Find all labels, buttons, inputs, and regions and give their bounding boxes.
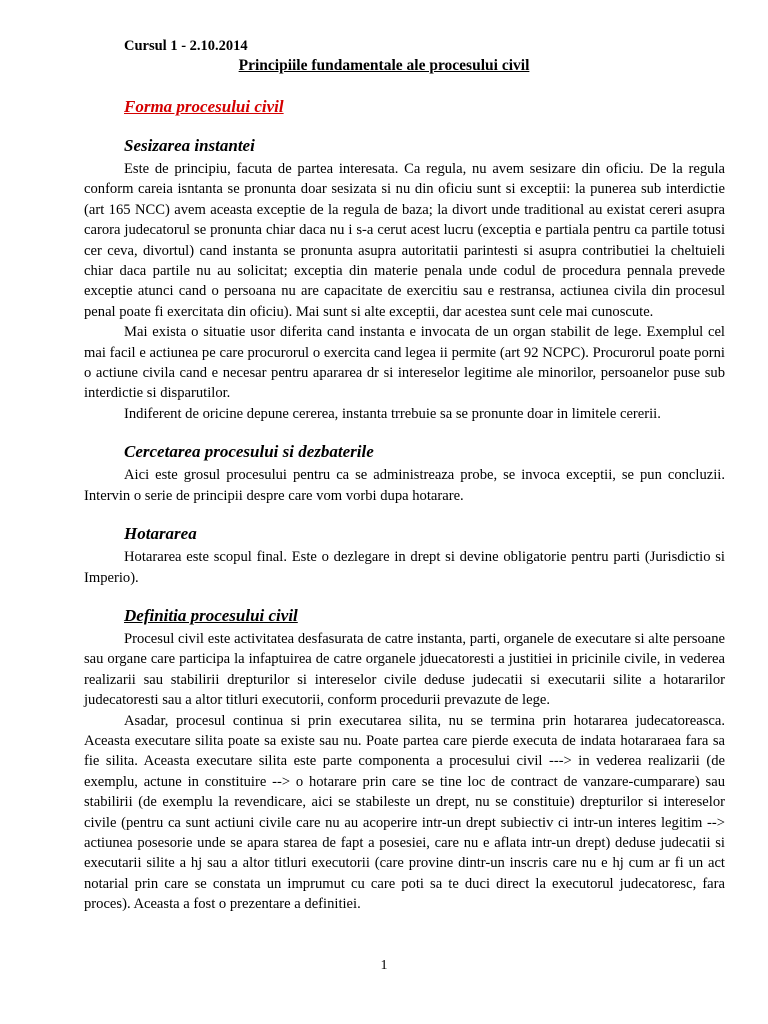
subheading-definitia: Definitia procesului civil [124, 605, 298, 625]
course-label: Cursul 1 - 2.10.2014 [124, 38, 248, 54]
subheading-sesizarea: Sesizarea instantei [124, 136, 255, 155]
subheading-cercetarea: Cercetarea procesului si dezbaterile [124, 442, 374, 462]
paragraph: Aici este grosul procesului pentru ca se administreaza probe, se invoca exceptii, se pun concluzii. Intervin o serie de principii despre care vom vorbi dupa hotarare. [84, 467, 725, 504]
paragraph: Hotararea este scopul final. Este o dezlegare in drept si devine obligatorie pentru parti (Jurisdictio si Imperio). [84, 549, 725, 586]
page-number: 1 [380, 958, 388, 973]
page-title: Principiile fundamentale ale procesului civil [238, 57, 530, 74]
subheading-hotararea: Hotararea [124, 524, 197, 544]
paragraph: Mai exista o situatie usor diferita cand instanta e invocata de un organ stabilit de lege. Exemplul cel mai facil e actiunea pe care procurorul o exercita cand legea ii permite (art 92 NCPC). Procurorul poate porni o actiune civila cand e necesar pentru apararea dr si intereselor legitime ale minorilor, persoanelor puse sub interdictie si disparutilor. [84, 324, 725, 402]
paragraph: Este de principiu, facuta de partea interesata. Ca regula, nu avem sesizare din oficiu. De la regula conform careia isntanta se pronunta doar sesizata si nu din oficiu sunt si exceptii: la punerea sub interdictie (art 165 NCC) avem aceasta exceptie de la regula de baza; la divort unde traditional au existat cereri asupra carora judecatorul se pronunta chiar daca nu i s-a cerut acest lucru (exceptia e partiala pentru ca partile totusi cer ceva, divortul) cand instanta se pronunta asupra autoritatii parintesti si asupra contributiei la cheltuieli chiar daca partile nu au solicitat; exceptia din materie penala unde codul de procedura pennala prevede exceptie atunci cand o persoana nu are capacitate de exercitiu sau e restransa, actiunea civila din procesul penal poate fi exercitata din oficiu). Mai sunt si alte exceptii, dar acestea sunt cele mai cunoscute. [84, 161, 725, 320]
section-heading-forma: Forma procesului civil [124, 97, 284, 116]
paragraph: Procesul civil este activitatea desfasurata de catre instanta, parti, organele de executare si alte persoane sau organe care participa la infaptuirea de catre organele jduecatoresti a justitiei in pricinile civile, in vederea realizarii sau stabilirii drepturilor si intereselor civile deduse judecatii si executarii silite a hotararilor judecatoresti sau a altor titluri executorii, conform procedurii prevazute de lege. [84, 630, 725, 709]
paragraph: Indiferent de oricine depune cererea, instanta trrebuie sa se pronunte doar in limitele cererii. [124, 405, 661, 422]
document-body [84, 96, 725, 915]
paragraph: Asadar, procesul continua si prin executarea silita, nu se termina prin hotararea judecatoreasca. Aceasta executare silita poate sa existe sau nu. Poate partea care pierde executa de indata hotararaea fara sa fie silita. Aceasta executare silita este parte componenta a procesului civil ---> in vederea realizarii (de exemplu, actune in constituire --> o hotarare prin care se tine loc de contract de vanzare-cumparare) sau stabilirii (de exemplu la revendicare, aici se stabileste un drept, nu se constituie) drepturilor si intereselor civile (pentru ca sunt actiuni civile care nu au acoperire intr-un drept subiectiv ci intr-un interes legitim --> actiunea posesorie unde se apara starea de fapt a posesiei, care nu e aflata intr-un drept) deduse judecatii si executarii silite a hj sau a altor titluri executorii (care provine dintr-un inscris care nu e hj cum ar fi un act notarial prin care se constata un imprumut cu care poti sa te duci direct la executorul judecatoresc, fara proces). Aceasta a fost o prezentare a definitiei. [84, 712, 725, 913]
